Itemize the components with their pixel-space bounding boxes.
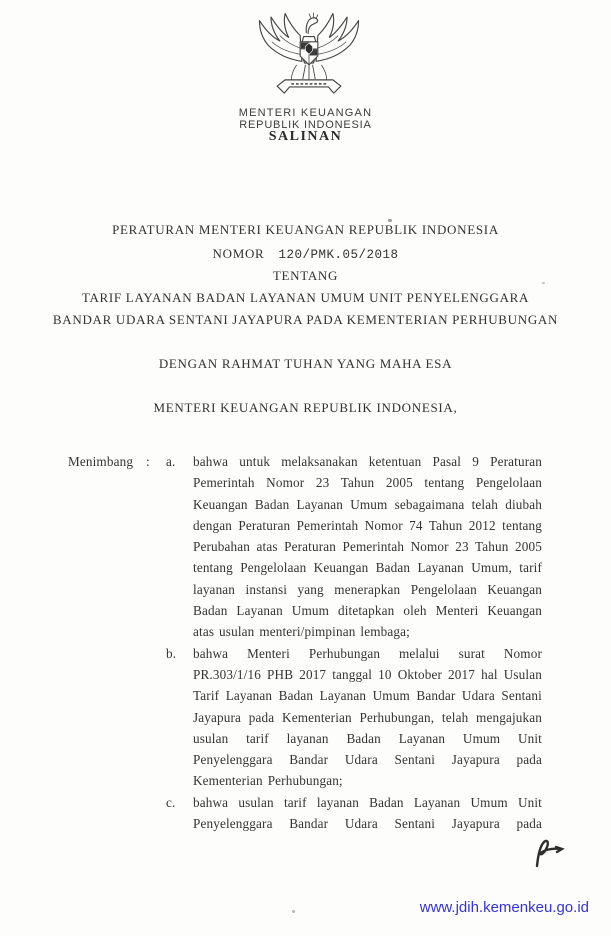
copy-stamp: SALINAN [268, 129, 343, 144]
nomor-label: NOMOR [212, 246, 265, 261]
consideration-item-a: bahwa untuk melaksanakan ketentuan Pasal 9 Peraturan Pemerintah Nomor 23 Tahun 2005 tentang Pengelolaan Keuangan Badan Layanan Umum sebagaimana telah diubah dengan Peraturan Pemerintah Nomor 74 Tahun 2012 tentang Perubahan atas Peraturan Pemerintah Nomor 23 Tahun 2005 tentang Pengelolaan Keuangan Badan Layanan Umum, tarif layanan instansi yang menerapkan Pengelolaan Keuangan Badan Layanan Umum ditetapkan oleh Menteri Keuangan atas usulan menteri/pimpinan lembaga; [193, 454, 542, 640]
subject-line-1: TARIF LAYANAN BADAN LAYANAN UMUM UNIT PENYELENGGARA [81, 290, 530, 305]
item-marker-b: b. [166, 645, 177, 661]
regulation-title: PERATURAN MENTERI KEUANGAN REPUBLIK INDONESIA [112, 222, 499, 237]
scan-speck [542, 282, 545, 284]
scan-speck [388, 219, 392, 222]
regulation-number-line [0, 246, 611, 262]
item-marker-a: a. [166, 454, 176, 469]
menimbang-label: Menimbang [68, 454, 134, 469]
consideration-item-b: bahwa Menteri Perhubungan melalui surat Nomor PR.303/1/16 PHB 2017 tanggal 10 Oktober 2017 hal Usulan Tarif Layanan Badan Layanan Umum Bandar Udara Sentani Jayapura pada Kementerian Perhubungan, telah mengajukan usulan tarif layanan Badan Layanan Umum Unit Penyelenggara Bandar Udara Sentani Jayapura pada Kementerian Perhubungan; [193, 645, 542, 789]
jdih-website-link[interactable]: www.jdih.kemenkeu.go.id [419, 899, 589, 916]
item-marker-c: c. [166, 794, 176, 810]
ministry-country: REPUBLIK INDONESIA [239, 119, 372, 131]
menimbang-colon: : [146, 454, 150, 469]
consideration-item-c: bahwa usulan tarif layanan Badan Layanan Umum Unit Penyelenggara Bandar Udara Sentani Jayapura pada [193, 794, 542, 832]
tentang-label: TENTANG [272, 268, 339, 283]
subject-line-2: BANDAR UDARA SENTANI JAYAPURA PADA KEMENTERIAN PERHUBUNGAN [52, 312, 559, 327]
nomor-value: 120/PMK.05/2018 [278, 248, 399, 262]
garuda-pancasila-emblem [254, 10, 364, 102]
scan-speck [292, 910, 295, 913]
ministry-name: MENTERI KEUANGAN [238, 107, 373, 119]
considerations-block [68, 451, 542, 834]
invocation-line: DENGAN RAHMAT TUHAN YANG MAHA ESA [158, 356, 453, 371]
handwritten-paraf-mark [531, 838, 567, 870]
authority-line: MENTERI KEUANGAN REPUBLIK INDONESIA, [153, 400, 458, 415]
